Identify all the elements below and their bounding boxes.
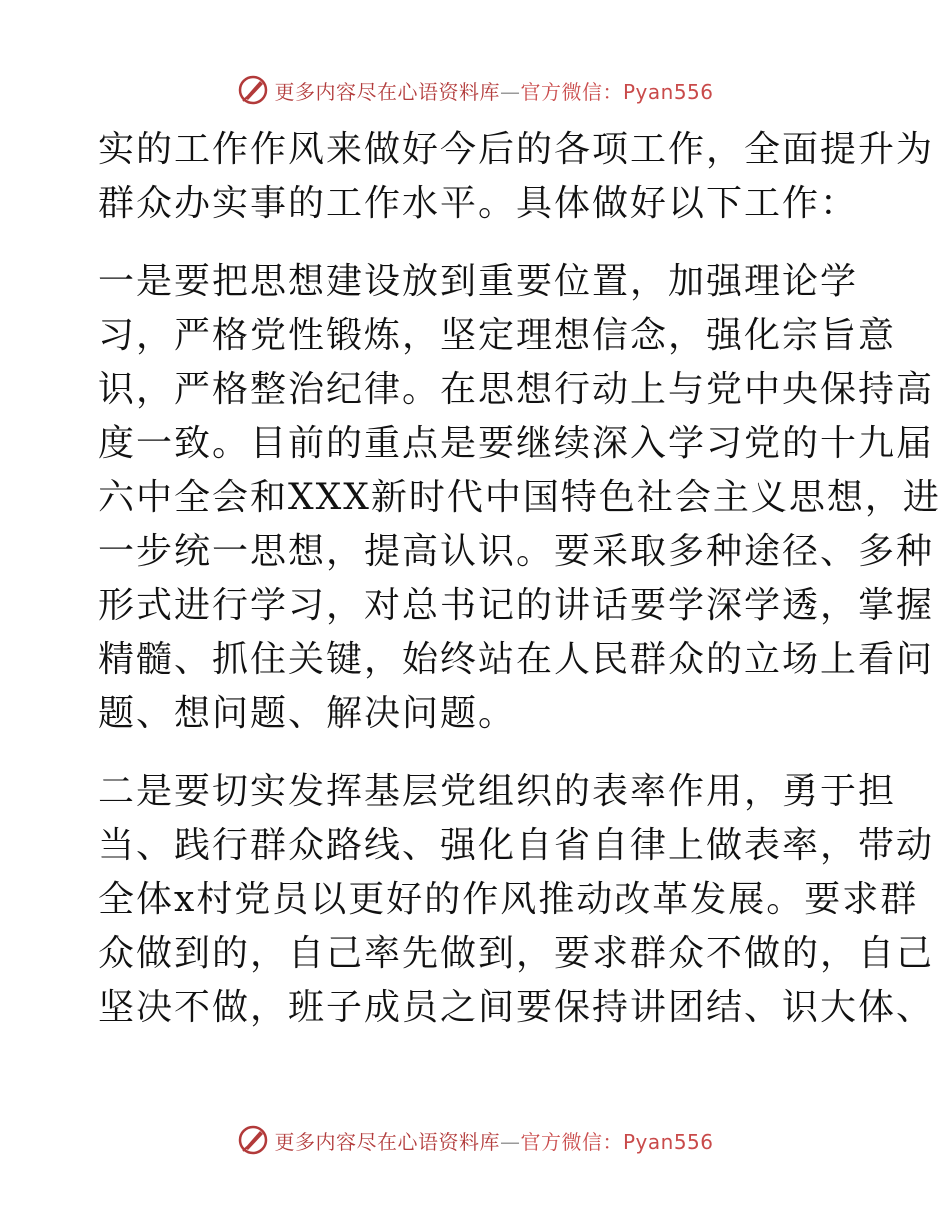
watermark-official: 官方微信：: [520, 79, 623, 104]
header-watermark: [0, 70, 950, 110]
watermark-text: [274, 76, 713, 105]
text-line: 二是要切实发挥基层党组织的表率作用，勇于担: [98, 771, 897, 812]
watermark-main: 更多内容尽在心语资料库: [274, 1129, 500, 1154]
watermark-id: Pyan556: [622, 79, 714, 104]
paragraph-1: [98, 123, 935, 231]
watermark-text: [274, 1126, 713, 1155]
document-body: [98, 123, 941, 1035]
watermark-main: 更多内容尽在心语资料库: [274, 79, 500, 104]
text-line: 习，严格党性锻炼，坚定理想信念，强化宗旨意: [98, 315, 897, 356]
text-line: 一是要把思想建设放到重要位置，加强理论学: [98, 261, 859, 302]
paragraph-3: [98, 765, 935, 1035]
text-line: 六中全会和XXX新时代中国特色社会主义思想，进: [98, 477, 941, 518]
text-line: 坚决不做，班子成员之间要保持讲团结、识大体、: [98, 987, 935, 1028]
watermark-separator: —: [499, 1129, 521, 1154]
watermark-id: Pyan556: [622, 1129, 714, 1154]
text-line: 形式进行学习，对总书记的讲话要学深学透，掌握: [98, 585, 935, 626]
text-line: 题、想问题、解决问题。: [98, 693, 517, 734]
text-line: 识，严格整治纪律。在思想行动上与党中央保持高: [98, 369, 935, 410]
text-line: 度一致。目前的重点是要继续深入学习党的十九届: [98, 423, 935, 464]
text-line: 群众办实事的工作水平。具体做好以下工作：: [98, 183, 859, 224]
text-line: 当、践行群众路线、强化自省自律上做表率，带动: [98, 825, 935, 866]
quill-logo-icon: [236, 1123, 270, 1157]
watermark-separator: —: [499, 79, 521, 104]
text-line: 众做到的，自己率先做到，要求群众不做的，自己: [98, 933, 935, 974]
paragraph-2: [98, 255, 941, 741]
text-line: 一步统一思想，提高认识。要采取多种途径、多种: [98, 531, 935, 572]
quill-logo-icon: [236, 73, 270, 107]
text-line: 实的工作作风来做好今后的各项工作，全面提升为: [98, 129, 935, 170]
watermark-official: 官方微信：: [520, 1129, 623, 1154]
footer-watermark: [0, 1120, 950, 1160]
text-line: 精髓、抓住关键，始终站在人民群众的立场上看问: [98, 639, 935, 680]
text-line: 全体x村党员以更好的作风推动改革发展。要求群: [98, 879, 919, 920]
